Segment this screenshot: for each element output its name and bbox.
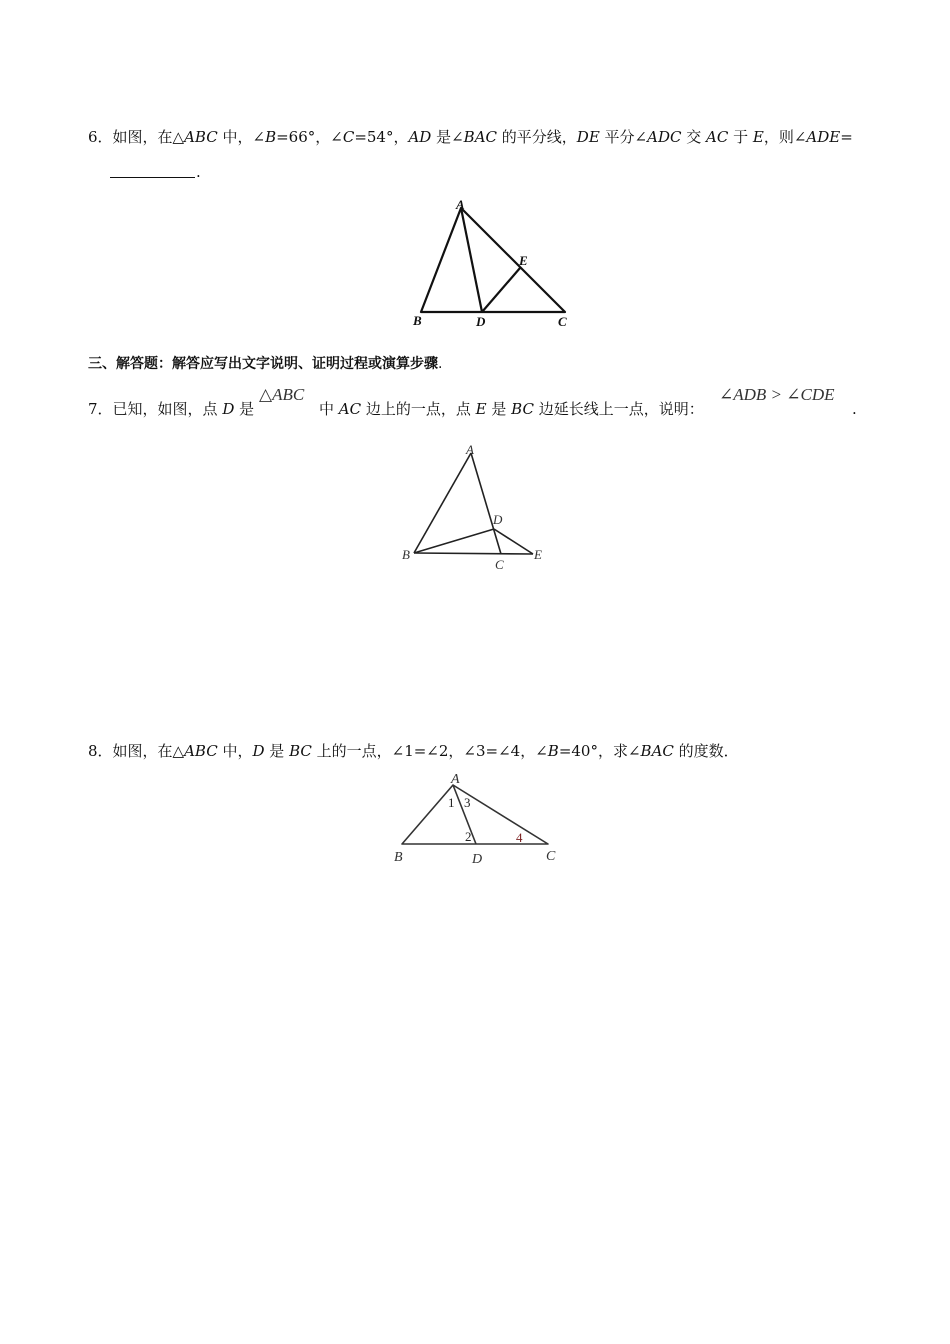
segment-ad bbox=[461, 208, 482, 312]
q6-figure bbox=[405, 195, 585, 335]
label-c: C bbox=[558, 314, 567, 329]
svg-text:3: 3 bbox=[464, 795, 471, 810]
q8-figure bbox=[388, 770, 568, 870]
svg-text:B: B bbox=[402, 547, 410, 562]
section-heading: 三、解答题：解答应写出文字说明、证明过程或演算步骤. bbox=[88, 356, 443, 372]
label-a: A bbox=[456, 197, 465, 212]
q7-figure bbox=[400, 443, 560, 573]
svg-text:D: D bbox=[493, 512, 503, 527]
answer-blank-period: . bbox=[196, 163, 201, 181]
segment-de bbox=[482, 268, 520, 312]
svg-text:C: C bbox=[546, 849, 556, 864]
svg-text:1: 1 bbox=[448, 795, 455, 810]
svg-text:C: C bbox=[495, 557, 504, 572]
svg-text:E: E bbox=[534, 547, 542, 562]
svg-text:B: B bbox=[394, 850, 403, 865]
question-7-text-cont: 中 AC 边上的一点，点 E 是 BC 边延长线上一点，说明： bbox=[319, 400, 704, 418]
question-7-period: . bbox=[852, 400, 857, 418]
triangle-abc bbox=[421, 208, 565, 312]
svg-text:A: A bbox=[451, 772, 460, 787]
question-8-text: 8．如图，在△ABC 中，D 是 BC 上的一点，∠1=∠2，∠3=∠4，∠B=40°，求∠BAC 的度数． bbox=[88, 742, 739, 760]
svg-text:2: 2 bbox=[465, 829, 472, 844]
svg-text:4: 4 bbox=[516, 830, 523, 845]
label-e: E bbox=[519, 253, 528, 268]
triangle-abc-formula: △ABC bbox=[259, 385, 305, 404]
question-7-text: 7．已知，如图，点 D 是 bbox=[88, 400, 255, 418]
answer-blank[interactable] bbox=[110, 177, 195, 178]
svg-text:A: A bbox=[466, 442, 474, 457]
label-d: D bbox=[476, 314, 486, 329]
inequality-formula: ∠ADB > ∠CDE bbox=[719, 385, 835, 404]
question-6-text: 6．如图，在△ABC 中，∠B=66°，∠C=54°，AD 是∠BAC 的平分线，DE 平分∠ADC 交 AC 于 E，则∠ADE= bbox=[88, 128, 853, 146]
label-b: B bbox=[413, 313, 422, 328]
svg-text:D: D bbox=[472, 852, 483, 867]
